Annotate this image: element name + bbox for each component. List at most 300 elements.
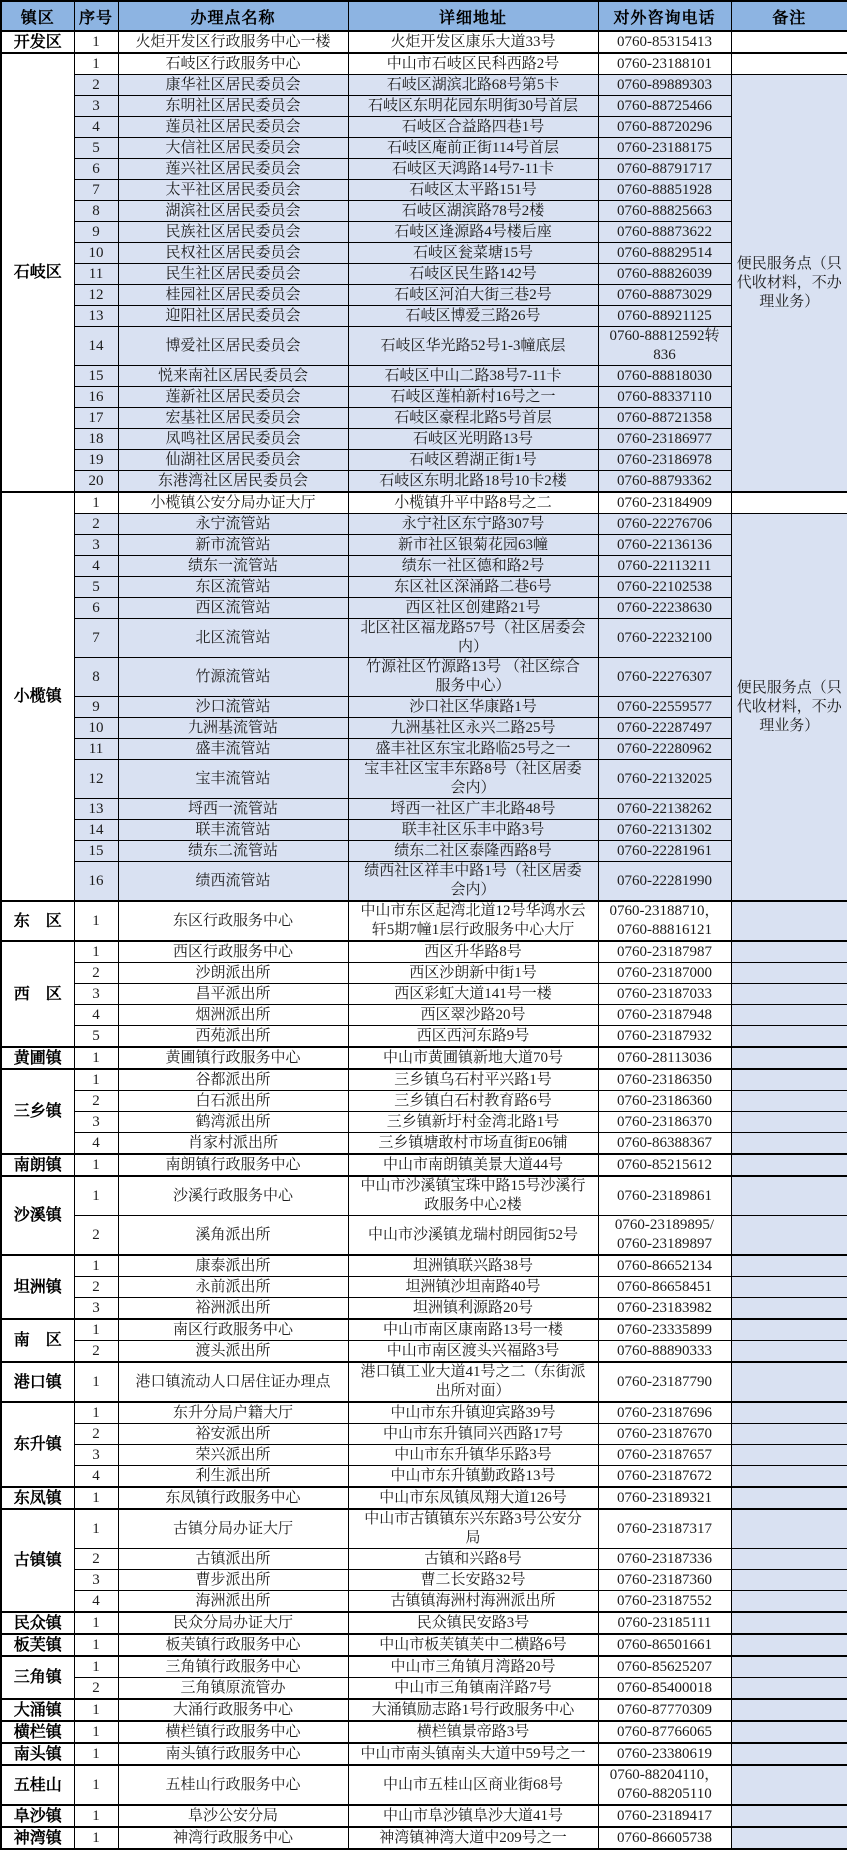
phone-cell: 0760-23186360 [598,1091,731,1112]
address-cell: 中山市板芙镇芙中二横路6号 [348,1634,598,1656]
town-cell: 古镇镇 [1,1509,74,1612]
phone-cell: 0760-23188175 [598,138,731,159]
table-row [1,1319,847,1341]
town-cell: 石岐区 [1,53,74,492]
address-cell: 坦洲镇沙坦南路40号 [348,1277,598,1298]
address-cell: 中山市阜沙镇阜沙大道41号 [348,1805,598,1827]
seq-cell: 2 [74,1341,118,1363]
name-cell: 莲员社区居民委员会 [118,117,348,138]
table-row [1,450,847,471]
name-cell: 板芙镇行政服务中心 [118,1634,348,1656]
town-cell: 横栏镇 [1,1721,74,1743]
phone-cell: 0760-88829514 [598,243,731,264]
remark-cell [731,1445,847,1466]
address-cell: 石岐区合益路四巷1号 [348,117,598,138]
table-row [1,138,847,159]
seq-cell: 1 [74,1699,118,1721]
seq-cell: 1 [74,1656,118,1678]
table-row [1,1133,847,1155]
remark-cell [731,1026,847,1048]
name-cell: 埒西一流管站 [118,799,348,820]
seq-cell: 2 [74,963,118,984]
seq-cell: 3 [74,984,118,1005]
table-row [1,1466,847,1488]
phone-cell: 0760-86658451 [598,1277,731,1298]
phone-cell: 0760-23187552 [598,1591,731,1613]
seq-cell: 16 [74,387,118,408]
phone-cell: 0760-23189895/ 0760-23189897 [598,1216,731,1256]
name-cell: 绩西流管站 [118,862,348,902]
col-header-name: 办理点名称 [118,1,348,31]
phone-cell: 0760-22113211 [598,556,731,577]
phone-cell: 0760-88720296 [598,117,731,138]
phone-cell: 0760-23184909 [598,492,731,514]
remark-cell [731,1509,847,1549]
address-cell: 石岐区河泊大街三巷2号 [348,285,598,306]
town-cell: 三乡镇 [1,1069,74,1154]
town-cell: 开发区 [1,31,74,53]
table-row [1,1591,847,1613]
table-row [1,1402,847,1424]
table-row [1,1743,847,1765]
phone-cell: 0760-28113036 [598,1047,731,1069]
phone-cell: 0760-23187336 [598,1549,731,1570]
remark-cell [731,1319,847,1341]
seq-cell: 1 [74,901,118,941]
seq-cell: 3 [74,535,118,556]
remark-cell [731,492,847,514]
name-cell: 火炬开发区行政服务中心一楼 [118,31,348,53]
name-cell: 神湾行政服务中心 [118,1827,348,1849]
seq-cell: 14 [74,327,118,366]
phone-cell: 0760-23187948 [598,1005,731,1026]
address-cell: 九洲基社区永兴二路25号 [348,718,598,739]
table-row [1,514,847,535]
phone-cell: 0760-23187672 [598,1466,731,1488]
name-cell: 民族社区居民委员会 [118,222,348,243]
seq-cell: 3 [74,1570,118,1591]
phone-cell: 0760-22276307 [598,658,731,697]
remark-cell [731,1133,847,1155]
seq-cell: 10 [74,243,118,264]
name-cell: 西区流管站 [118,598,348,619]
address-cell: 西区社区创建路21号 [348,598,598,619]
table-row [1,1612,847,1634]
address-cell: 古镇和兴路8号 [348,1549,598,1570]
table-row [1,1570,847,1591]
name-cell: 新市流管站 [118,535,348,556]
table-row [1,471,847,493]
seq-cell: 6 [74,598,118,619]
town-cell: 三角镇 [1,1656,74,1699]
table-row [1,492,847,514]
name-cell: 裕洲派出所 [118,1298,348,1320]
address-cell: 三乡镇乌石村平兴路1号 [348,1069,598,1091]
name-cell: 悦来南社区居民委员会 [118,366,348,387]
remark-cell [731,1005,847,1026]
address-cell: 三乡镇塘敢村市场直街E06铺 [348,1133,598,1155]
address-cell: 东区社区深涌路二巷6号 [348,577,598,598]
address-cell: 小榄镇升平中路8号之二 [348,492,598,514]
table-row [1,180,847,201]
table-row [1,598,847,619]
name-cell: 永前派出所 [118,1277,348,1298]
name-cell: 九洲基流管站 [118,718,348,739]
address-cell: 石岐区民生路142号 [348,264,598,285]
seq-cell: 2 [74,75,118,96]
phone-cell: 0760-88721358 [598,408,731,429]
town-cell: 东升镇 [1,1402,74,1487]
town-cell: 东 区 [1,901,74,941]
name-cell: 东区行政服务中心 [118,901,348,941]
remark-cell [731,1678,847,1700]
name-cell: 西苑派出所 [118,1026,348,1048]
address-cell: 石岐区东明花园东明街30号首层 [348,96,598,117]
address-cell: 新市社区银菊花园63幢 [348,535,598,556]
table-row [1,1069,847,1091]
seq-cell: 7 [74,619,118,658]
table-row [1,577,847,598]
seq-cell: 1 [74,1402,118,1424]
table-row [1,619,847,658]
address-cell: 西区翠沙路20号 [348,1005,598,1026]
address-cell: 宝丰社区宝丰东路8号（社区居委 会内） [348,760,598,799]
town-cell: 民众镇 [1,1612,74,1634]
town-cell: 西 区 [1,941,74,1047]
remark-cell [731,1176,847,1216]
town-cell: 板芙镇 [1,1634,74,1656]
town-cell: 港口镇 [1,1362,74,1402]
town-cell: 黄圃镇 [1,1047,74,1069]
seq-cell: 4 [74,556,118,577]
address-cell: 竹源社区竹源路13号 （社区综合 服务中心） [348,658,598,697]
address-cell: 中山市东升镇迎宾路39号 [348,1402,598,1424]
town-cell: 大涌镇 [1,1699,74,1721]
name-cell: 小榄镇公安分局办证大厅 [118,492,348,514]
phone-cell: 0760-87770309 [598,1699,731,1721]
address-cell: 沙口社区华康路1号 [348,697,598,718]
address-cell: 石岐区豪程北路5号首层 [348,408,598,429]
remark-cell [731,984,847,1005]
seq-cell: 18 [74,429,118,450]
name-cell: 大涌行政服务中心 [118,1699,348,1721]
phone-cell: 0760-88818030 [598,366,731,387]
name-cell: 鹤湾派出所 [118,1112,348,1133]
phone-cell: 0760-22559577 [598,697,731,718]
phone-cell: 0760-88826039 [598,264,731,285]
col-header-seq: 序号 [74,1,118,31]
remark-cell [731,1362,847,1402]
address-cell: 石岐区莲柏新村16号之一 [348,387,598,408]
phone-cell: 0760-85315413 [598,31,731,53]
address-cell: 中山市古镇镇东兴东路3号公安分 局 [348,1509,598,1549]
seq-cell: 4 [74,1005,118,1026]
name-cell: 曹步派出所 [118,1570,348,1591]
phone-cell: 0760-23187657 [598,1445,731,1466]
table-row [1,1341,847,1363]
table-row [1,1154,847,1176]
name-cell: 海洲派出所 [118,1591,348,1613]
phone-cell: 0760-88725466 [598,96,731,117]
town-cell: 东凤镇 [1,1487,74,1509]
seq-cell: 19 [74,450,118,471]
seq-cell: 2 [74,514,118,535]
seq-cell: 1 [74,941,118,963]
address-cell: 坦洲镇联兴路38号 [348,1255,598,1277]
name-cell: 绩东二流管站 [118,841,348,862]
address-cell: 中山市南朗镇美景大道44号 [348,1154,598,1176]
name-cell: 竹源流管站 [118,658,348,697]
seq-cell: 9 [74,697,118,718]
seq-cell: 1 [74,31,118,53]
phone-cell: 0760-23187790 [598,1362,731,1402]
seq-cell: 1 [74,1255,118,1277]
table-row [1,1176,847,1216]
address-cell: 石岐区光明路13号 [348,429,598,450]
name-cell: 绩东一流管站 [118,556,348,577]
remark-cell [731,1047,847,1069]
table-row [1,264,847,285]
phone-cell: 0760-22132025 [598,760,731,799]
table-row [1,1634,847,1656]
phone-cell: 0760-22102538 [598,577,731,598]
name-cell: 东凤镇行政服务中心 [118,1487,348,1509]
name-cell: 博爱社区居民委员会 [118,327,348,366]
address-cell: 石岐区湖滨北路68号第5卡 [348,75,598,96]
table-row [1,31,847,53]
phone-cell: 0760-88890333 [598,1341,731,1363]
seq-cell: 1 [74,1487,118,1509]
remark-cell [731,1570,847,1591]
table-row [1,1656,847,1678]
address-cell: 火炬开发区康乐大道33号 [348,31,598,53]
phone-cell: 0760-23185111 [598,1612,731,1634]
remark-cell [731,1743,847,1765]
name-cell: 永宁流管站 [118,514,348,535]
seq-cell: 1 [74,1176,118,1216]
seq-cell: 1 [74,1634,118,1656]
name-cell: 三角镇原流管办 [118,1678,348,1700]
seq-cell: 1 [74,1362,118,1402]
table-row [1,1549,847,1570]
address-cell: 石岐区博爱三路26号 [348,306,598,327]
table-row [1,739,847,760]
table-row [1,53,847,75]
name-cell: 三角镇行政服务中心 [118,1656,348,1678]
address-cell: 中山市三角镇南洋路7号 [348,1678,598,1700]
phone-cell: 0760-86652134 [598,1255,731,1277]
name-cell: 东升分局户籍大厅 [118,1402,348,1424]
table-row [1,1827,847,1849]
seq-cell: 2 [74,1678,118,1700]
address-cell: 埒西一社区广丰北路48号 [348,799,598,820]
phone-cell: 0760-86388367 [598,1133,731,1155]
remark-cell [731,901,847,941]
address-cell: 永宁社区东宁路307号 [348,514,598,535]
remark-cell [731,1255,847,1277]
name-cell: 东港湾社区居民委员会 [118,471,348,493]
seq-cell: 1 [74,1047,118,1069]
phone-cell: 0760-88873029 [598,285,731,306]
name-cell: 沙溪行政服务中心 [118,1176,348,1216]
address-cell: 石岐区太平路151号 [348,180,598,201]
name-cell: 横栏镇行政服务中心 [118,1721,348,1743]
remark-cell [731,941,847,963]
table-row [1,1765,847,1805]
address-cell: 三乡镇新圩村金湾北路1号 [348,1112,598,1133]
remark-cell [731,1069,847,1091]
table-row [1,1721,847,1743]
seq-cell: 16 [74,862,118,902]
name-cell: 联丰流管站 [118,820,348,841]
name-cell: 南朗镇行政服务中心 [118,1154,348,1176]
address-cell: 古镇镇海洲村海洲派出所 [348,1591,598,1613]
remark-cell [731,1216,847,1256]
address-cell: 石岐区瓮菜塘15号 [348,243,598,264]
phone-cell: 0760-23186370 [598,1112,731,1133]
address-cell: 石岐区湖滨路78号2楼 [348,201,598,222]
table-row [1,760,847,799]
remark-cell [731,1277,847,1298]
seq-cell: 11 [74,739,118,760]
town-cell: 五桂山 [1,1765,74,1805]
name-cell: 黄圃镇行政服务中心 [118,1047,348,1069]
name-cell: 阜沙公安分局 [118,1805,348,1827]
phone-cell: 0760-23189861 [598,1176,731,1216]
address-cell: 中山市东凤镇凤翔大道126号 [348,1487,598,1509]
seq-cell: 1 [74,1154,118,1176]
table-row [1,841,847,862]
remark-cell [731,1634,847,1656]
table-row [1,96,847,117]
remark-cell [731,31,847,53]
seq-cell: 8 [74,658,118,697]
name-cell: 桂园社区居民委员会 [118,285,348,306]
table-row [1,327,847,366]
seq-cell: 3 [74,1298,118,1320]
seq-cell: 1 [74,1069,118,1091]
phone-cell: 0760-22281961 [598,841,731,862]
name-cell: 白石派出所 [118,1091,348,1112]
address-cell: 西区升华路8号 [348,941,598,963]
table-row [1,306,847,327]
phone-cell: 0760-23189321 [598,1487,731,1509]
name-cell: 民众分局办证大厅 [118,1612,348,1634]
seq-cell: 4 [74,1591,118,1613]
phone-cell: 0760-23188710， 0760-88816121 [598,901,731,941]
seq-cell: 20 [74,471,118,493]
address-cell: 中山市东升镇华乐路3号 [348,1445,598,1466]
phone-cell: 0760-88825663 [598,201,731,222]
phone-cell: 0760-22136136 [598,535,731,556]
table-row [1,1026,847,1048]
address-cell: 中山市南区渡头兴福路3号 [348,1341,598,1363]
name-cell: 盛丰流管站 [118,739,348,760]
name-cell: 古镇派出所 [118,1549,348,1570]
town-cell: 阜沙镇 [1,1805,74,1827]
seq-cell: 14 [74,820,118,841]
seq-cell: 6 [74,159,118,180]
seq-cell: 15 [74,366,118,387]
table-row [1,1216,847,1256]
seq-cell: 1 [74,53,118,75]
table-header [1,1,847,31]
town-cell: 南头镇 [1,1743,74,1765]
table-row [1,117,847,138]
seq-cell: 3 [74,96,118,117]
address-cell: 中山市三角镇月湾路20号 [348,1656,598,1678]
remark-cell [731,1466,847,1488]
town-cell: 小榄镇 [1,492,74,901]
phone-cell: 0760-23380619 [598,1743,731,1765]
town-cell: 神湾镇 [1,1827,74,1849]
remark-cell [731,1656,847,1678]
name-cell: 裕安派出所 [118,1424,348,1445]
phone-cell: 0760-88921125 [598,306,731,327]
address-cell: 横栏镇景帝路3号 [348,1721,598,1743]
col-header-address: 详细地址 [348,1,598,31]
remark-cell [731,1091,847,1112]
name-cell: 大信社区居民委员会 [118,138,348,159]
address-cell: 绩东二社区泰隆西路8号 [348,841,598,862]
table-row [1,201,847,222]
seq-cell: 10 [74,718,118,739]
table-row [1,1362,847,1402]
name-cell: 利生派出所 [118,1466,348,1488]
table-row [1,1255,847,1277]
remark-cell [731,1112,847,1133]
address-cell: 石岐区逢源路4号楼后座 [348,222,598,243]
address-cell: 中山市石岐区民科西路2号 [348,53,598,75]
remark-cell [731,1805,847,1827]
phone-cell: 0760-85400018 [598,1678,731,1700]
seq-cell: 11 [74,264,118,285]
phone-cell: 0760-22281990 [598,862,731,902]
table-row [1,1509,847,1549]
phone-cell: 0760-22131302 [598,820,731,841]
seq-cell: 15 [74,841,118,862]
table-row [1,799,847,820]
col-header-remark: 备注 [731,1,847,31]
address-cell: 曹二长安路32号 [348,1570,598,1591]
name-cell: 溪角派出所 [118,1216,348,1256]
col-header-phone: 对外咨询电话 [598,1,731,31]
table-row [1,1277,847,1298]
table-row [1,366,847,387]
phone-cell: 0760-23187000 [598,963,731,984]
name-cell: 西区行政服务中心 [118,941,348,963]
phone-cell: 0760-23187932 [598,1026,731,1048]
table-row [1,697,847,718]
seq-cell: 4 [74,1466,118,1488]
address-cell: 三乡镇白石村教育路6号 [348,1091,598,1112]
header-row [1,1,847,31]
name-cell: 康泰派出所 [118,1255,348,1277]
name-cell: 港口镇流动人口居住证办理点 [118,1362,348,1402]
name-cell: 莲新社区居民委员会 [118,387,348,408]
name-cell: 古镇分局办证大厅 [118,1509,348,1549]
phone-cell: 0760-23186978 [598,450,731,471]
table-row [1,1805,847,1827]
seq-cell: 2 [74,1277,118,1298]
table-row [1,984,847,1005]
phone-cell: 0760-23183982 [598,1298,731,1320]
address-cell: 盛丰社区东宝北路临25号之一 [348,739,598,760]
town-cell: 南 区 [1,1319,74,1362]
name-cell: 太平社区居民委员会 [118,180,348,201]
address-cell: 石岐区中山二路38号7-11卡 [348,366,598,387]
remark-cell [731,53,847,75]
